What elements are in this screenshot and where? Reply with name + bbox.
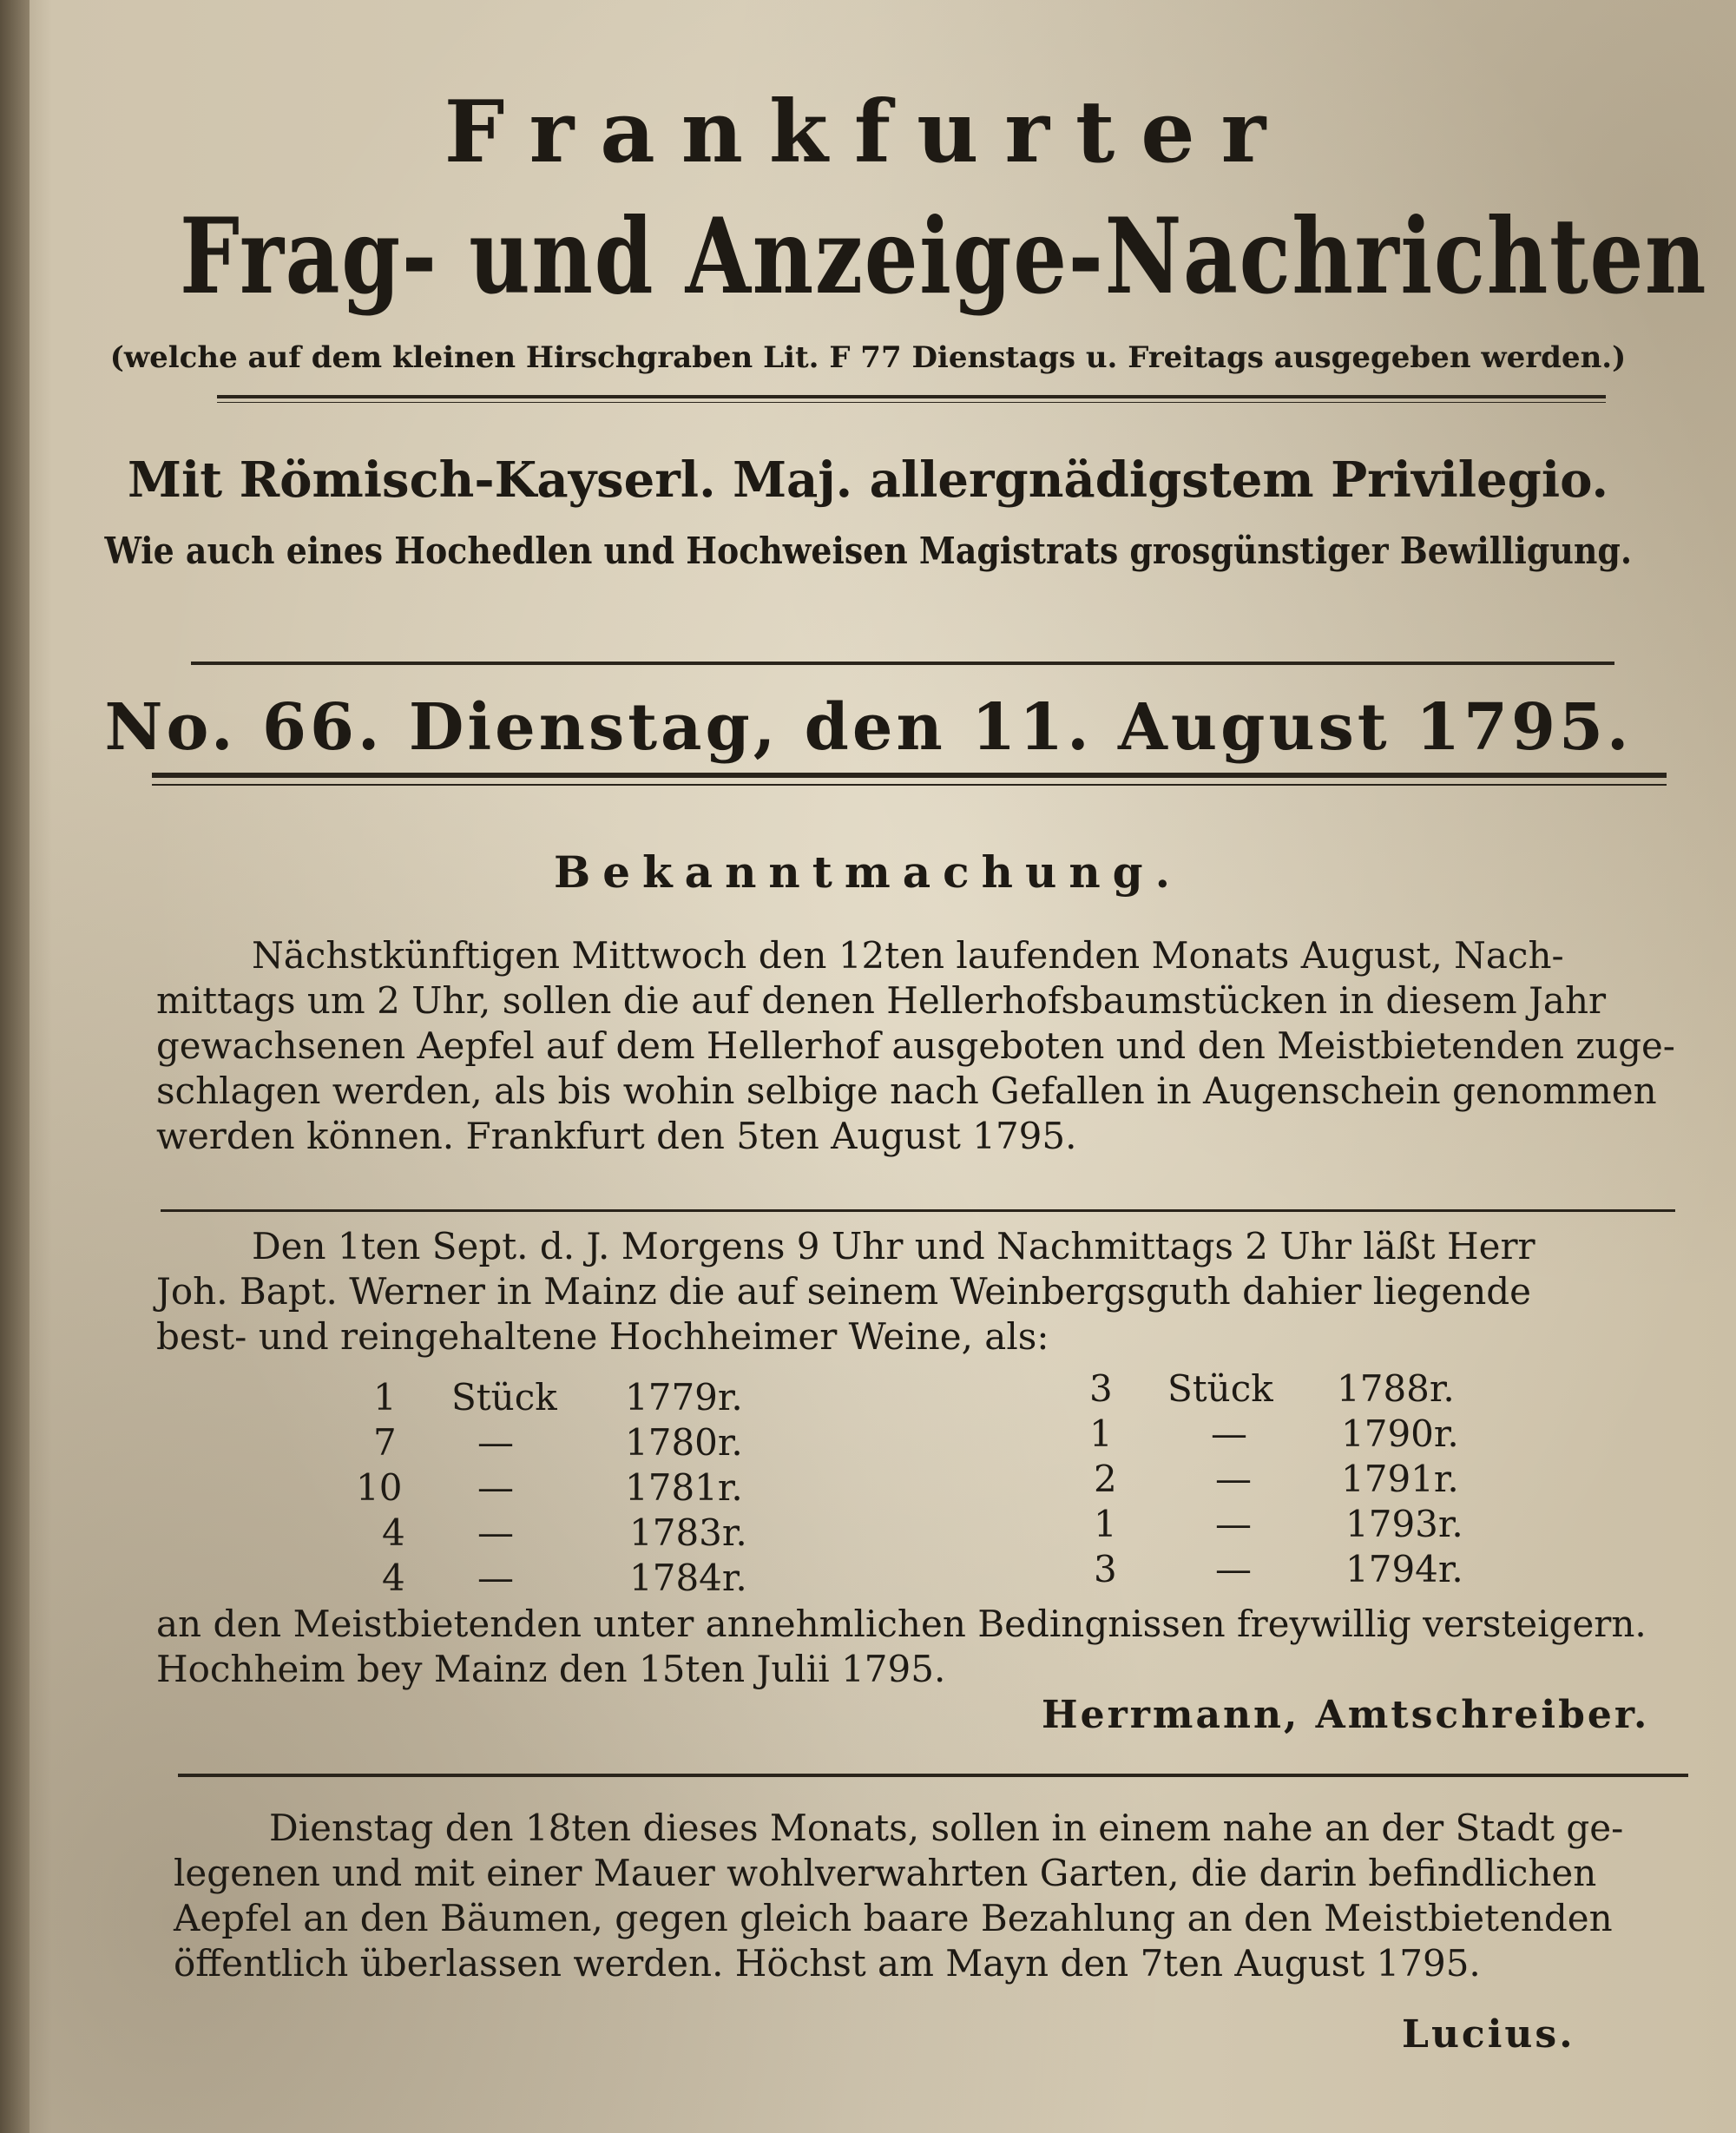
- issue-line: No. 66. Dienstag, den 11. August 1795.: [104, 690, 1632, 765]
- divider-rule-double-bottom: [152, 784, 1667, 786]
- notice2-line: Den 1ten Sept. d. J. Morgens 9 Uhr und Nachmittags 2 Uhr läßt Herr: [252, 1225, 1535, 1267]
- wine-year: 1788r.: [1337, 1367, 1455, 1410]
- notice2-line: an den Meistbietenden unter annehmlichen Bedingnissen freywillig versteigern.: [156, 1603, 1647, 1645]
- notice1-line: werden können. Frankfurt den 5ten August 1795.: [156, 1115, 1077, 1157]
- notice3-body: [174, 1806, 1688, 1986]
- wine-unit: —: [477, 1466, 514, 1509]
- notice1-line: mittags um 2 Uhr, sollen die auf denen Hellerhofsbaumstücken in diesem Jahr: [156, 979, 1607, 1022]
- wine-unit: Stück: [451, 1376, 557, 1419]
- wine-unit: —: [1211, 1412, 1247, 1455]
- wine-unit: —: [477, 1421, 514, 1464]
- wine-qty: 3: [1094, 1548, 1117, 1590]
- notice3-line: legenen und mit einer Mauer wohlverwahrten Garten, die darin befindlichen: [174, 1852, 1597, 1894]
- wine-qty: 1: [373, 1376, 397, 1419]
- notice2-signature: Herrmann, Amtschreiber.: [1042, 1693, 1650, 1737]
- wine-year: 1784r.: [629, 1557, 747, 1599]
- wine-year: 1793r.: [1345, 1503, 1463, 1545]
- notice1-body: [156, 933, 1675, 1159]
- divider-rule: [178, 1774, 1688, 1777]
- wine-qty: 7: [373, 1421, 397, 1464]
- wine-unit: —: [1215, 1458, 1252, 1500]
- wine-year: 1791r.: [1341, 1458, 1459, 1500]
- notice2-line: Hochheim bey Mainz den 15ten Julii 1795.: [156, 1648, 946, 1690]
- wine-year: 1790r.: [1341, 1412, 1459, 1455]
- notice3-line: Aepfel an den Bäumen, gegen gleich baare Bezahlung an den Meistbietenden: [174, 1897, 1613, 1939]
- notice1-line: schlagen werden, als bis wohin selbige nach Gefallen in Augenschein genommen: [156, 1070, 1657, 1112]
- wine-year: 1781r.: [625, 1466, 743, 1509]
- wine-qty: 4: [382, 1557, 405, 1599]
- divider-rule: [191, 662, 1614, 665]
- wine-year: 1794r.: [1345, 1548, 1463, 1590]
- notice2-closing: [156, 1602, 1675, 1692]
- masthead-subtitle: (welche auf dem kleinen Hirschgraben Lit. F 77 Dienstags u. Freitags ausgegeben werden.): [109, 340, 1627, 375]
- wine-qty: 3: [1089, 1367, 1113, 1410]
- divider-rule-thin: [217, 402, 1606, 403]
- divider-rule-double-top: [152, 773, 1667, 778]
- wine-qty: 10: [356, 1466, 403, 1509]
- wine-qty: 4: [382, 1511, 405, 1554]
- notice-heading: Bekanntmachung.: [553, 846, 1183, 898]
- privilege-line1: Mit Römisch-Kayserl. Maj. allergnädigstem Privilegio.: [128, 451, 1608, 509]
- wine-unit: —: [1215, 1548, 1252, 1590]
- notice2-line: best- und reingehaltene Hochheimer Weine, als:: [156, 1315, 1049, 1358]
- wine-unit: —: [1215, 1503, 1252, 1545]
- wine-year: 1780r.: [625, 1421, 743, 1464]
- notice3-signature: Lucius.: [1402, 2012, 1575, 2057]
- wine-unit: —: [477, 1511, 514, 1554]
- wine-qty: 2: [1094, 1458, 1117, 1500]
- masthead-title-line2: Frag- und Anzeige-Nachrichten: [179, 195, 1708, 318]
- wine-qty: 1: [1089, 1412, 1113, 1455]
- notice3-line: öffentlich überlassen werden. Höchst am Mayn den 7ten August 1795.: [174, 1942, 1481, 1985]
- notice2-line: Joh. Bapt. Werner in Mainz die auf seinem Weinbergsguth dahier liegende: [156, 1270, 1532, 1313]
- wine-unit: Stück: [1167, 1367, 1273, 1410]
- notice1-line: Nächstkünftigen Mittwoch den 12ten laufenden Monats August, Nach-: [252, 934, 1564, 977]
- wine-qty: 1: [1094, 1503, 1117, 1545]
- book-spine-edge: [0, 0, 30, 2133]
- divider-rule: [161, 1209, 1675, 1212]
- wine-unit: —: [477, 1557, 514, 1599]
- notice3-line: Dienstag den 18ten dieses Monats, sollen in einem nahe an der Stadt ge-: [269, 1807, 1624, 1849]
- notice2-intro: [156, 1224, 1675, 1359]
- divider-rule: [217, 395, 1606, 398]
- notice1-line: gewachsenen Aepfel auf dem Hellerhof ausgeboten und den Meistbietenden zuge-: [156, 1024, 1675, 1067]
- wine-year: 1779r.: [625, 1376, 743, 1419]
- privilege-line2: Wie auch eines Hochedlen und Hochweisen Magistrats grosgünstiger Bewilligung.: [104, 530, 1632, 572]
- masthead-title-line1: Frankfurter: [444, 82, 1292, 182]
- wine-year: 1783r.: [629, 1511, 747, 1554]
